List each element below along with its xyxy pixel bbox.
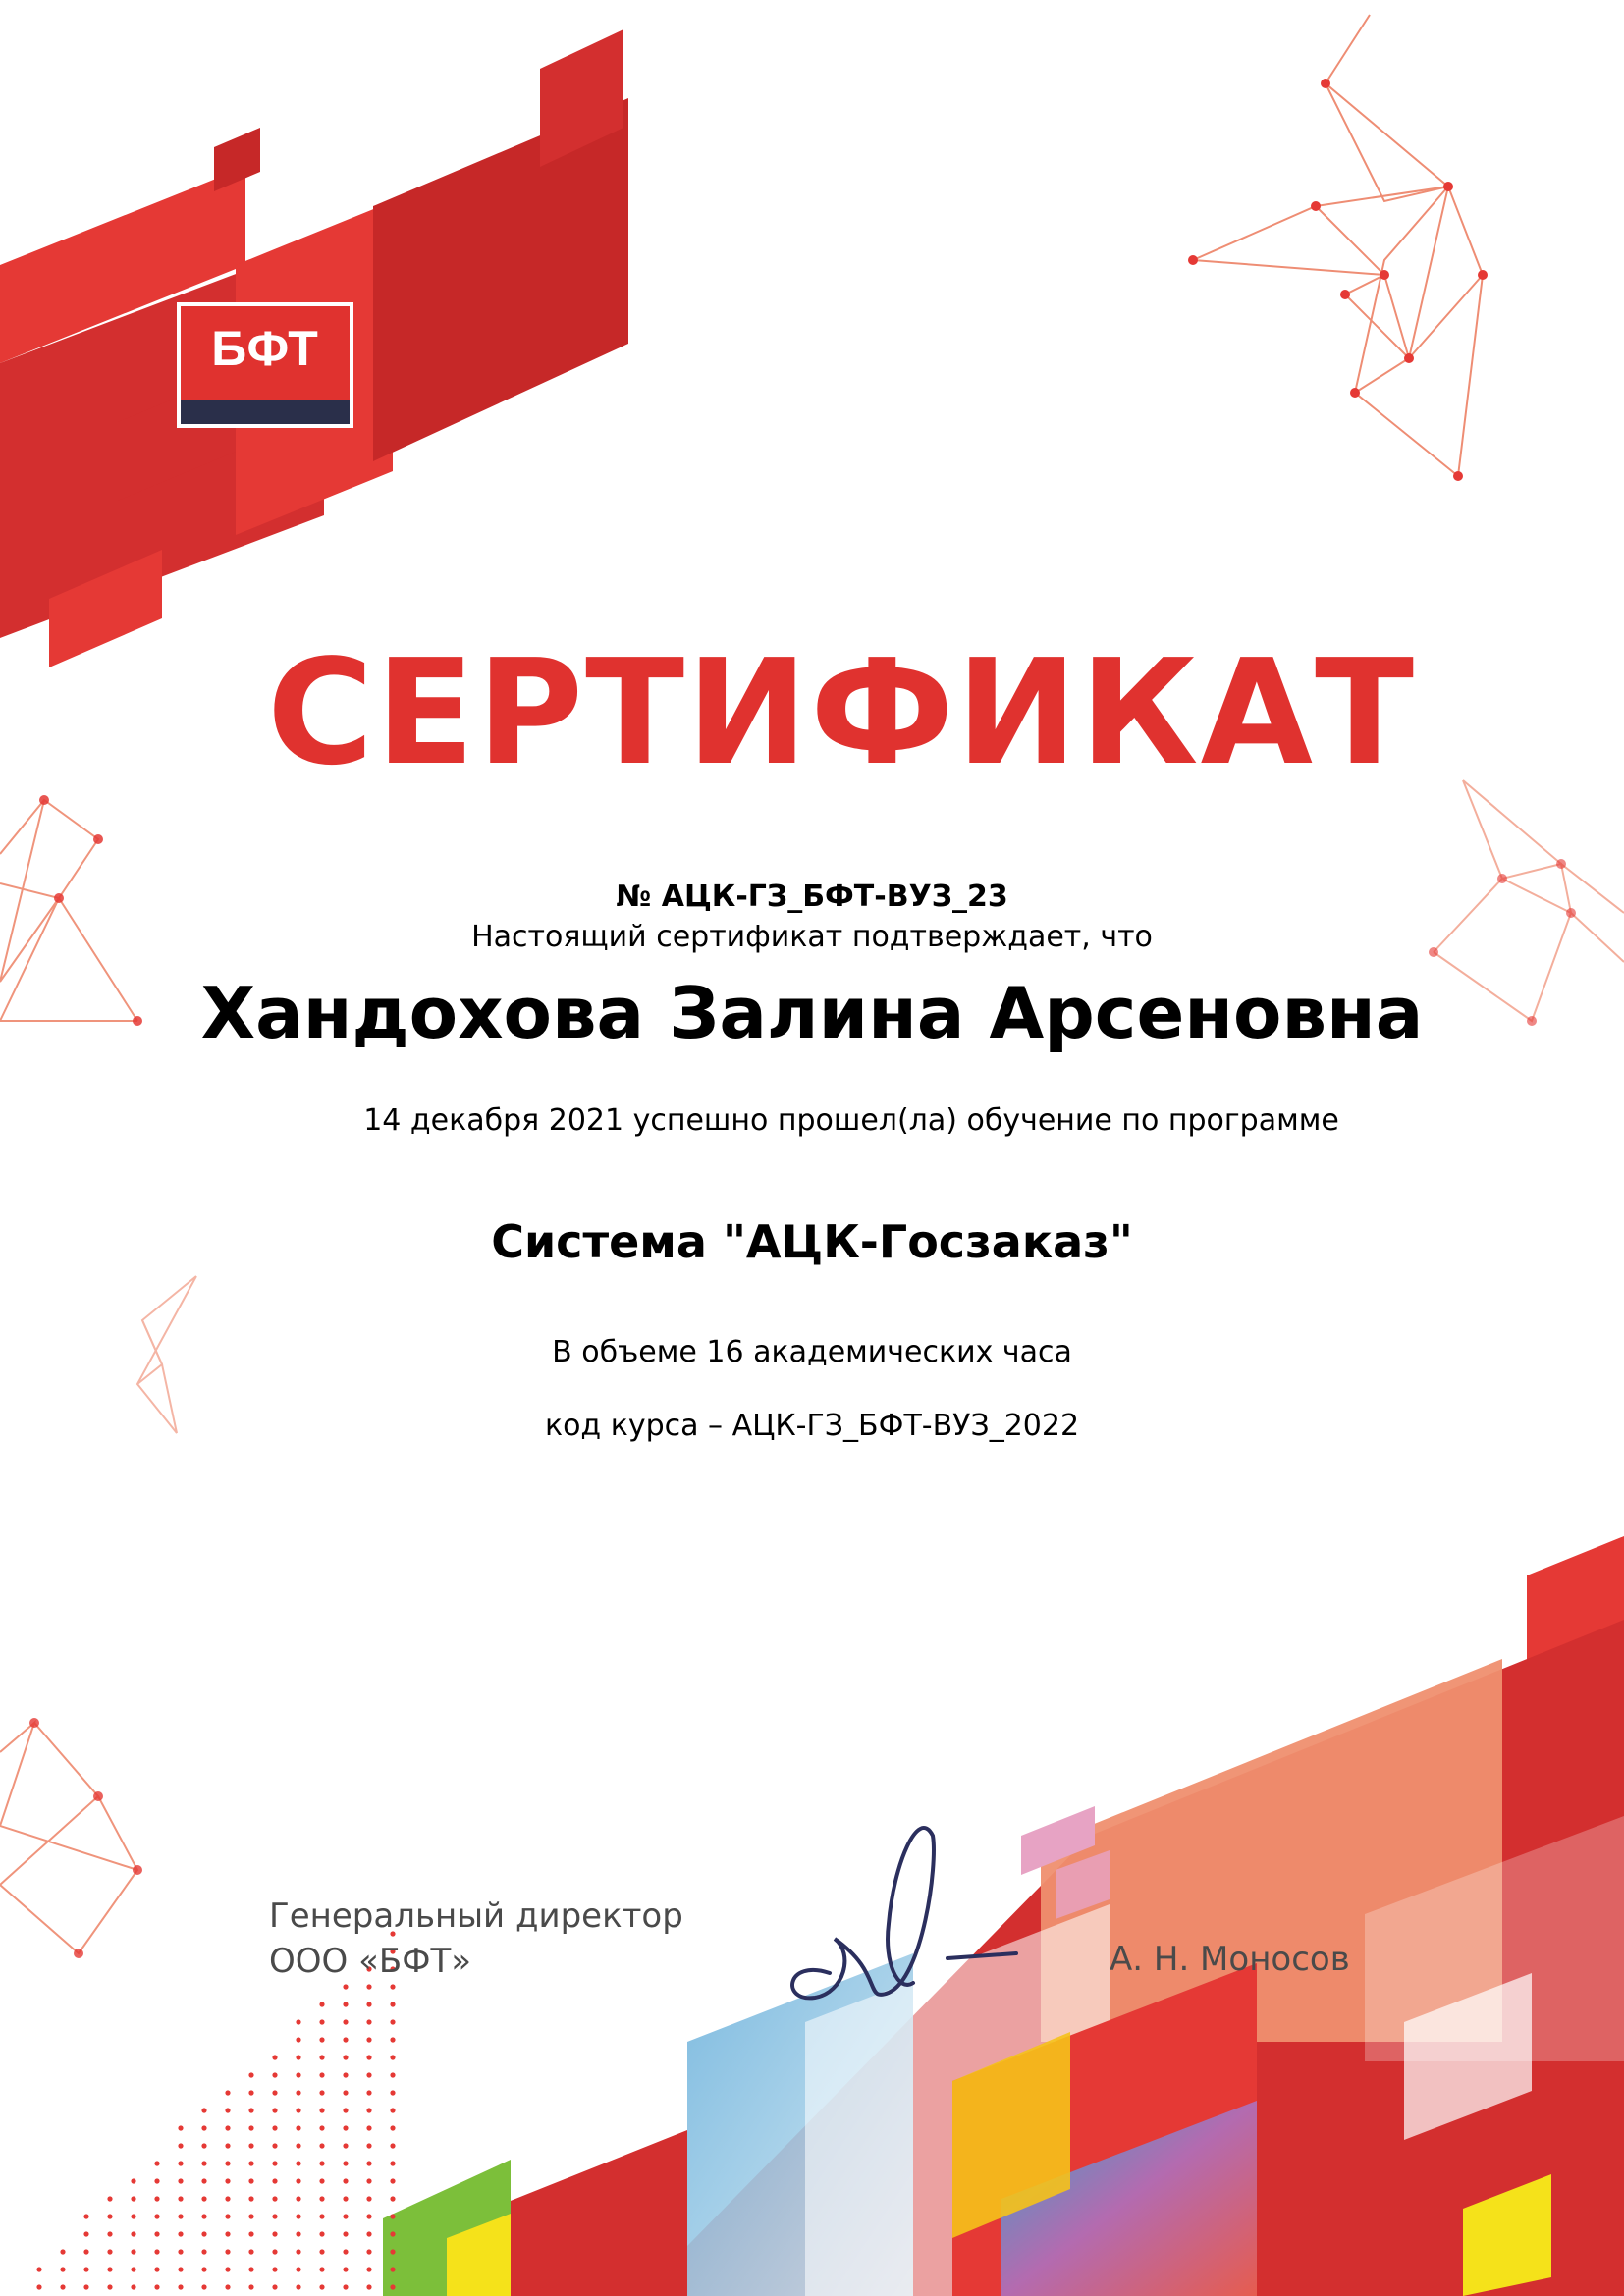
- certificate-title: СЕРТИФИКАТ: [266, 628, 1417, 797]
- program-name: Система "АЦК-Госзаказ": [491, 1215, 1133, 1268]
- signatory-company: ООО «БФТ»: [269, 1942, 472, 1981]
- hours-text: В объеме 16 академических часа: [552, 1335, 1072, 1369]
- recipient-name: Хандохова Залина Арсеновна: [200, 972, 1424, 1054]
- completion-text: 14 декабря 2021 успешно прошел(ла) обучение по программе: [363, 1103, 1339, 1138]
- confirm-text: Настоящий сертификат подтверждает, что: [471, 920, 1153, 954]
- signatory-position: Генеральный директор: [269, 1896, 683, 1936]
- certificate-number: № АЦК-ГЗ_БФТ-ВУЗ_23: [616, 880, 1008, 914]
- signatory-name: А. Н. Моносов: [1110, 1940, 1350, 1979]
- course-code: код курса – АЦК-ГЗ_БФТ-ВУЗ_2022: [544, 1409, 1080, 1443]
- logo-text: БФТ: [211, 321, 319, 376]
